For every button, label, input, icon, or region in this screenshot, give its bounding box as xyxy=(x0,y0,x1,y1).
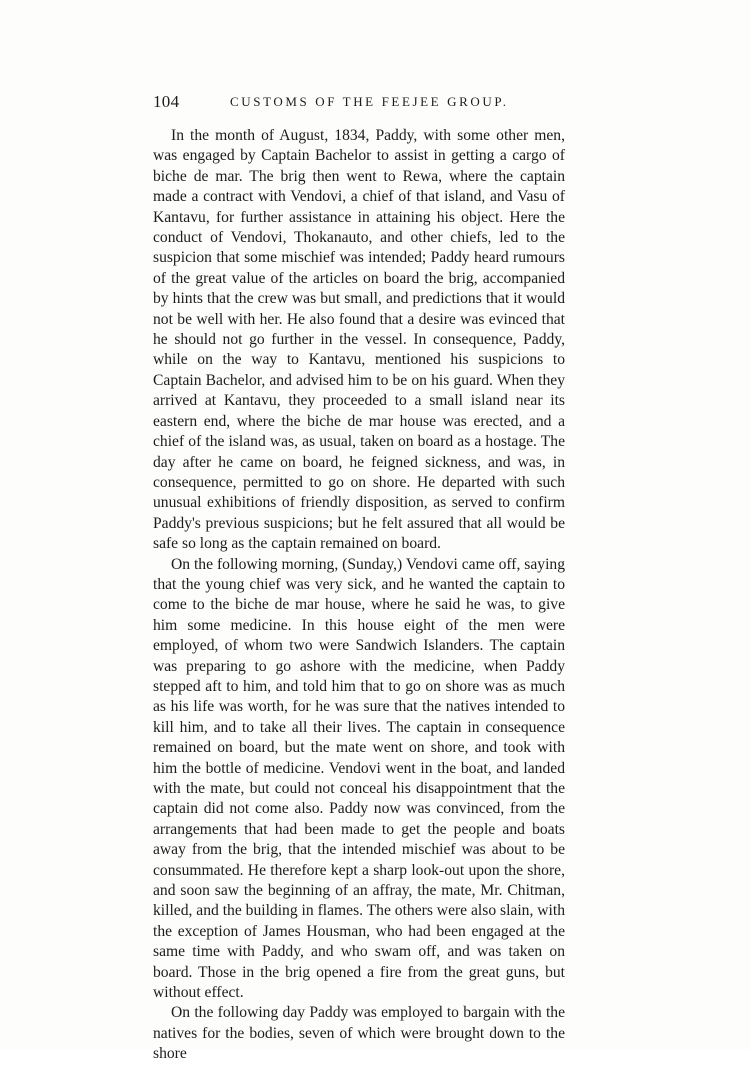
body-text xyxy=(153,126,565,1065)
paragraph: On the following day Paddy was employed to bargain with the natives for the bodies, seven of which were brought down to the shore xyxy=(153,1004,565,1063)
paragraph: In the month of August, 1834, Paddy, with some other men, was engaged by Captain Bachelor to assist in getting a cargo of biche de mar. The brig then went to Rewa, where the captain made a contract with Vendovi, a chief of that island, and Vasu of Kantavu, for further assistance in attaining his object. Here the conduct of Vendovi, Thokanauto, and other chiefs, led to the suspicion that some mischief was intended; Paddy heard rumours of the great value of the articles on board the brig, accompanied by hints that the crew was but small, and predictions that it would not be well with her. He also found that a desire was evinced that he should not go further in the vessel. In consequence, Paddy, while on the way to Kantavu, mentioned his suspicions to Captain Bachelor, and advised him to be on his guard. When they arrived at Kantavu, they proceeded to a small island near its eastern end, where the biche de mar house was erected, and a chief of the island was, as usual, taken on board as a hostage. The day after he came on board, he feigned sickness, and was, in consequence, permitted to go on shore. He departed with such unusual exhibitions of friendly disposition, as served to confirm Paddy's previous suspicions; but he felt assured that all would be safe so long as the captain remained on board. xyxy=(153,127,565,553)
page-header xyxy=(153,92,563,114)
paragraph: On the following morning, (Sunday,) Vendovi came off, saying that the young chief was very sick, and he wanted the captain to come to the biche de mar house, where he said he was, to give him some medicine. In this house eight of the men were employed, of whom two were Sandwich Islanders. The captain was preparing to go ashore with the medicine, when Paddy stepped aft to him, and told him that to go on shore was as much as his life was worth, for he was sure that the natives intended to kill him, and to take all their lives. The captain in consequence remained on board, but the mate went on shore, and took with him the bottle of medicine. Vendovi went in the boat, and landed with the mate, but could not conceal his disappointment that the captain did not come also. Paddy now was convinced, from the arrangements that had been made to get the people and boats away from the brig, that the intended mischief was about to be consummated. He therefore kept a sharp look-out upon the shore, and soon saw the beginning of an affray, the mate, Mr. Chitman, killed, and the building in flames. The others were also slain, with the exception of James Housman, who had been engaged at the same time with Paddy, and who swam off, and was taken on board. Those in the brig opened a fire from the great guns, but without effect. xyxy=(153,555,565,1002)
page-number: 104 xyxy=(153,92,180,111)
running-head: CUSTOMS OF THE FEEJEE GROUP. xyxy=(230,94,509,109)
